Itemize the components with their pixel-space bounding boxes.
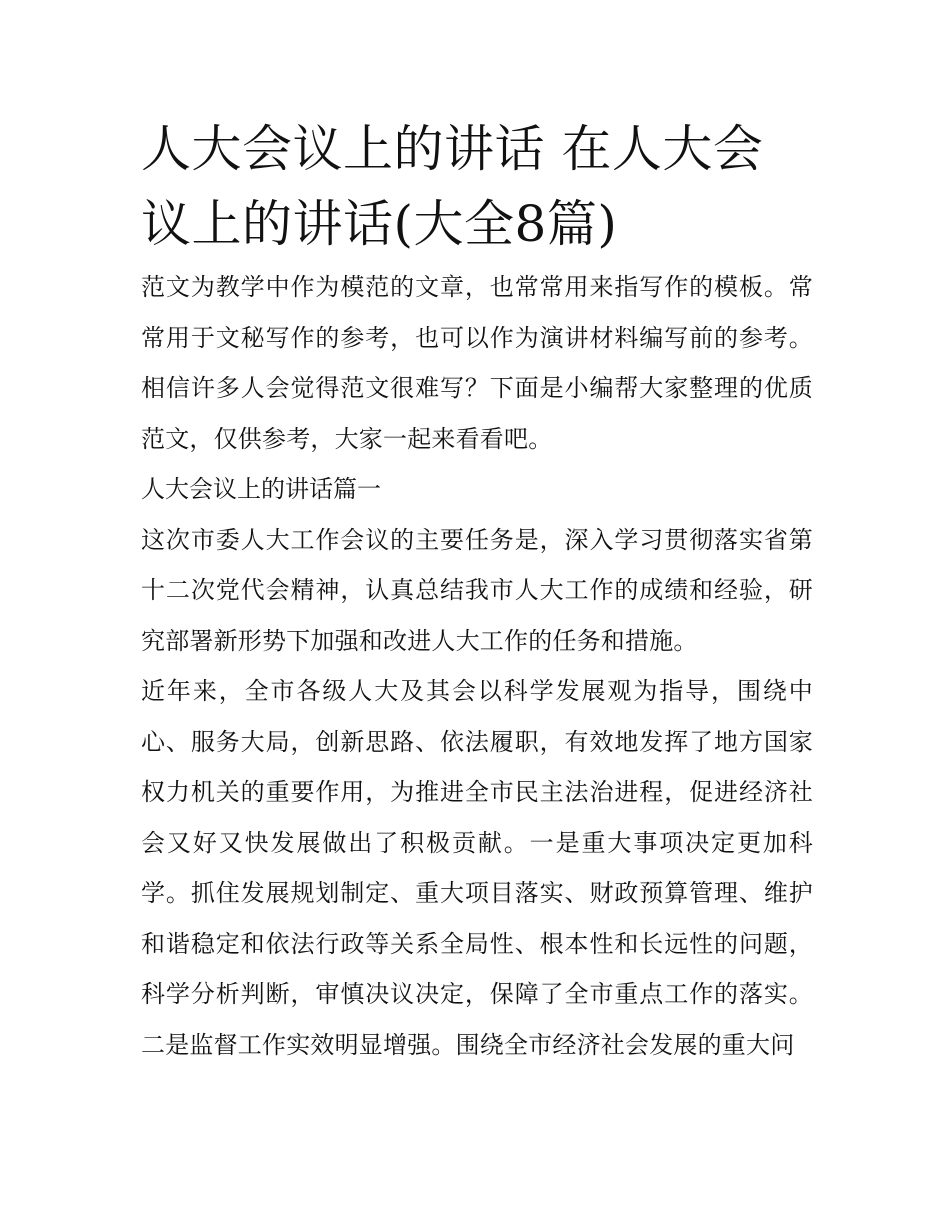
intro-paragraph: 范文为教学中作为模范的文章，也常常用来指写作的模板。常常用于文秘写作的参考，也可以作为演讲材料编写前的参考。相信许多人会觉得范文很难写？下面是小编帮大家整理的优质范文，仅供参考，大家一起来看看吧。 bbox=[141, 273, 813, 453]
section-heading: 人大会议上的讲话篇一 bbox=[141, 475, 381, 503]
body-paragraph-1: 这次市委人大工作会议的主要任务是，深入学习贯彻落实省第十二次党代会精神，认真总结我市人大工作的成绩和经验，研究部署新形势下加强和改进人大工作的任务和措施。 bbox=[141, 525, 813, 655]
document-title: 人大会议上的讲话 在人大会议上的讲话(大全8篇) bbox=[141, 120, 764, 253]
document-body bbox=[141, 112, 813, 1070]
body-paragraph-2: 近年来，全市各级人大及其会以科学发展观为指导，围绕中心、服务大局，创新思路、依法履职，有效地发挥了地方国家权力机关的重要作用，为推进全市民主法治进程，促进经济社会又好又快发展做出了积极贡献。一是重大事项决定更加科学。抓住发展规划制定、重大项目落实、财政预算管理、维护和谐稳定和依法行政等关系全局性、根本性和长远性的问题，科学分析判断，审慎决议决定，保障了全市重点工作的落实。二是监督工作实效明显增强。围绕全市经济社会发展的重大问 bbox=[141, 677, 813, 1059]
